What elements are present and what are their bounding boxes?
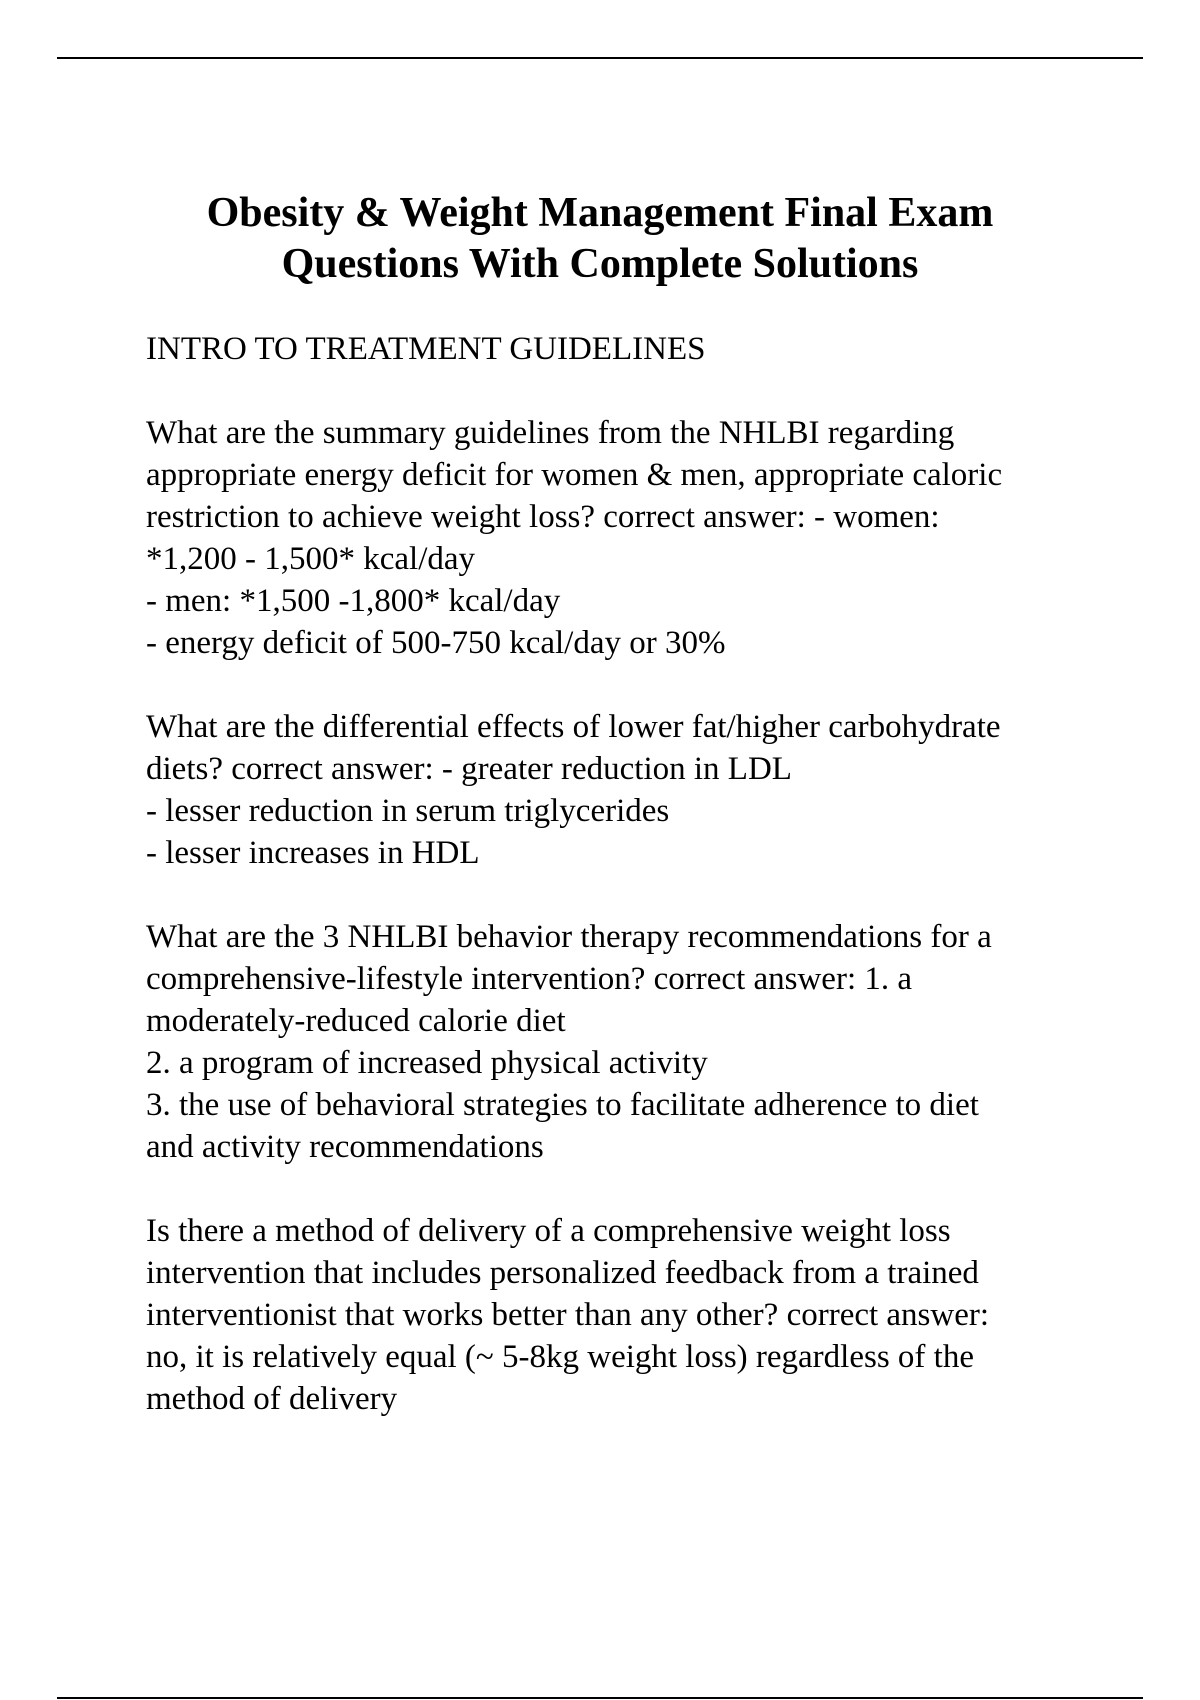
title-line-1: Obesity & Weight Management Final Exam <box>206 190 994 236</box>
text-line: and activity recommendations <box>146 1129 544 1165</box>
bottom-rule <box>57 1697 1143 1699</box>
title-line-2: Questions With Complete Solutions <box>281 241 919 287</box>
text-line: comprehensive-lifestyle intervention? correct answer: 1. a <box>146 961 913 997</box>
top-rule <box>57 57 1143 59</box>
text-line: What are the 3 NHLBI behavior therapy recommendations for a <box>146 919 992 955</box>
text-line: 2. a program of increased physical activity <box>146 1045 708 1081</box>
text-line: *1,200 - 1,500* kcal/day <box>146 541 476 577</box>
text-line: diets? correct answer: - greater reduction in LDL <box>146 751 792 787</box>
text-line: - lesser increases in HDL <box>146 835 480 871</box>
text-line: 3. the use of behavioral strategies to facilitate adherence to diet <box>146 1087 979 1123</box>
text-line: interventionist that works better than any other? correct answer: <box>146 1297 990 1333</box>
text-line: moderately-reduced calorie diet <box>146 1003 566 1039</box>
text-line: - lesser reduction in serum triglycerides <box>146 793 670 829</box>
text-line: intervention that includes personalized feedback from a trained <box>146 1255 979 1291</box>
document-body <box>146 328 1106 1462</box>
text-line: method of delivery <box>146 1381 398 1417</box>
text-line: restriction to achieve weight loss? correct answer: - women: <box>146 499 940 535</box>
question-block-1 <box>146 412 1106 664</box>
text-line: - men: *1,500 -1,800* kcal/day <box>146 583 561 619</box>
question-block-3 <box>146 916 1106 1168</box>
text-line: appropriate energy deficit for women & men, appropriate caloric <box>146 457 1003 493</box>
text-line: no, it is relatively equal (~ 5-8kg weight loss) regardless of the <box>146 1339 974 1375</box>
document-title <box>100 188 1100 290</box>
section-heading: INTRO TO TREATMENT GUIDELINES <box>146 331 706 367</box>
question-block-2 <box>146 706 1106 874</box>
text-line: What are the differential effects of lower fat/higher carbohydrate <box>146 709 1001 745</box>
text-line: Is there a method of delivery of a comprehensive weight loss <box>146 1213 951 1249</box>
question-block-4 <box>146 1210 1106 1420</box>
text-line: - energy deficit of 500-750 kcal/day or 30% <box>146 625 726 661</box>
text-line: What are the summary guidelines from the NHLBI regarding <box>146 415 955 451</box>
